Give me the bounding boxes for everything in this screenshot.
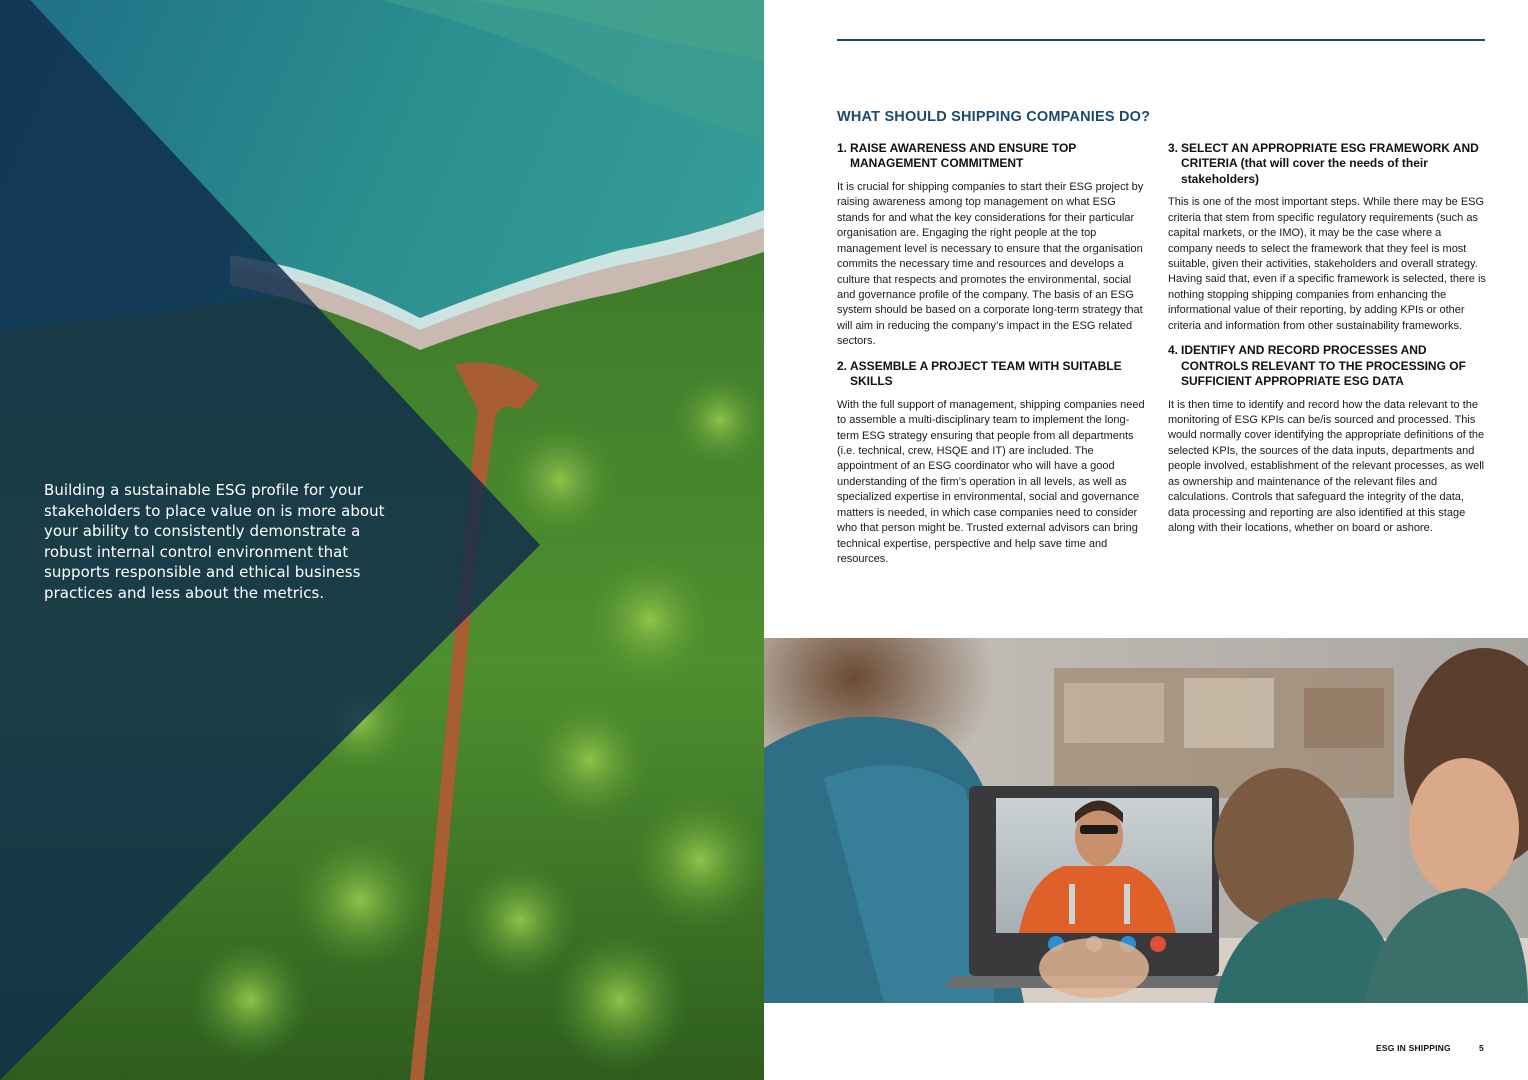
- step-title: IDENTIFY AND RECORD PROCESSES AND CONTROLS RELEVANT TO THE PROCESSING OF SUFFICIENT APPROPRIATE ESG DATA: [1181, 343, 1466, 389]
- step-number: 2.: [837, 358, 848, 373]
- step-heading: [1168, 141, 1486, 187]
- step-2: [837, 359, 1151, 568]
- section-heading: WHAT SHOULD SHIPPING COMPANIES DO?: [837, 109, 1151, 125]
- step-4: [1168, 343, 1486, 536]
- column-right: [1168, 141, 1486, 546]
- step-body: It is then time to identify and record how the data relevant to the monitoring of ESG KPIs can be/is sourced and processed. This would normally cover identifying the appropriate definitions of the selected KPIs, the sources of the data inputs, departments and people involved, establishment of the relevant processes, as well as ownership and maintenance of the relevant files and calculations. Controls that safeguard the integrity of the data, data processing and reporting are also identified at this stage along with their locations, whether on board or ashore.: [1168, 398, 1485, 535]
- step-number: 1.: [837, 141, 848, 155]
- top-rule: [837, 39, 1485, 41]
- step-number: 3.: [1168, 141, 1179, 155]
- step-1: [837, 141, 1151, 350]
- page-number: 5: [1479, 1043, 1484, 1053]
- column-left: [837, 141, 1151, 577]
- step-number: 4.: [1168, 343, 1179, 358]
- end-call-icon: [1150, 936, 1166, 952]
- pull-quote: Building a sustainable ESG profile for your stakeholders to place value on is more about your ability to consistently demonstrate a robust internal control environment that supports responsible and ethical business practices and less about the metrics.: [44, 481, 385, 602]
- step-body: This is one of the most important steps. While there may be ESG criteria that stem from specific regulatory requirements (such as capital markets, or the IMO), it may be the case where a company needs to select the framework that they feel is most suitable, given their activities, stakeholders and overall strategy. Having said that, even if a specific framework is selected, there is nothing stopping shipping companies from enhancing the informational value of their reporting, by adding KPIs or other criteria and information from other sustainability frameworks.: [1168, 196, 1486, 332]
- video-call-illustration: [764, 638, 1528, 1003]
- step-title: ASSEMBLE A PROJECT TEAM WITH SUITABLE SKILLS: [850, 358, 1122, 389]
- step-body: With the full support of management, shipping companies need to assemble a multi-disciplinary team to implement the long-term ESG strategy ensuring that people from all departments (i.e. technical, crew, HSQE and IT) are included. The appointment of an ESG coordinator who will have a good understanding of the firm’s operation in all levels, as well as specialized expertise in environmental, social and governance matters is needed, in which case companies need to consider who that person might be. Trusted external advisors can bring technical expertise, perspective and help save time and resources.: [837, 398, 1145, 566]
- step-heading: [837, 141, 1151, 172]
- step-title: RAISE AWARENESS AND ENSURE TOP MANAGEMENT COMMITMENT: [850, 141, 1077, 171]
- step-heading: [837, 359, 1151, 390]
- step-heading: [1168, 343, 1486, 389]
- right-page: [764, 0, 1528, 1080]
- step-body: It is crucial for shipping companies to start their ESG project by raising awareness among top management on what ESG stands for and what the key considerations for their particular organisation are. Engaging the right people at the top management level is necessary to ensure that the organisation commits the necessary time and resources and develops a culture that respects and promotes the environmental, social and governance profile of the company. The basis of an ESG system should be based on a corporate long-term strategy that will aim in reducing the company’s impact in the ESG related sectors.: [837, 180, 1144, 348]
- video-call-photo: [764, 638, 1528, 1003]
- step-title: SELECT AN APPROPRIATE ESG FRAMEWORK AND CRITERIA (that will cover the needs of their stakeholders): [1181, 141, 1479, 186]
- footer-label: ESG IN SHIPPING: [1376, 1043, 1451, 1053]
- step-3: [1168, 141, 1486, 334]
